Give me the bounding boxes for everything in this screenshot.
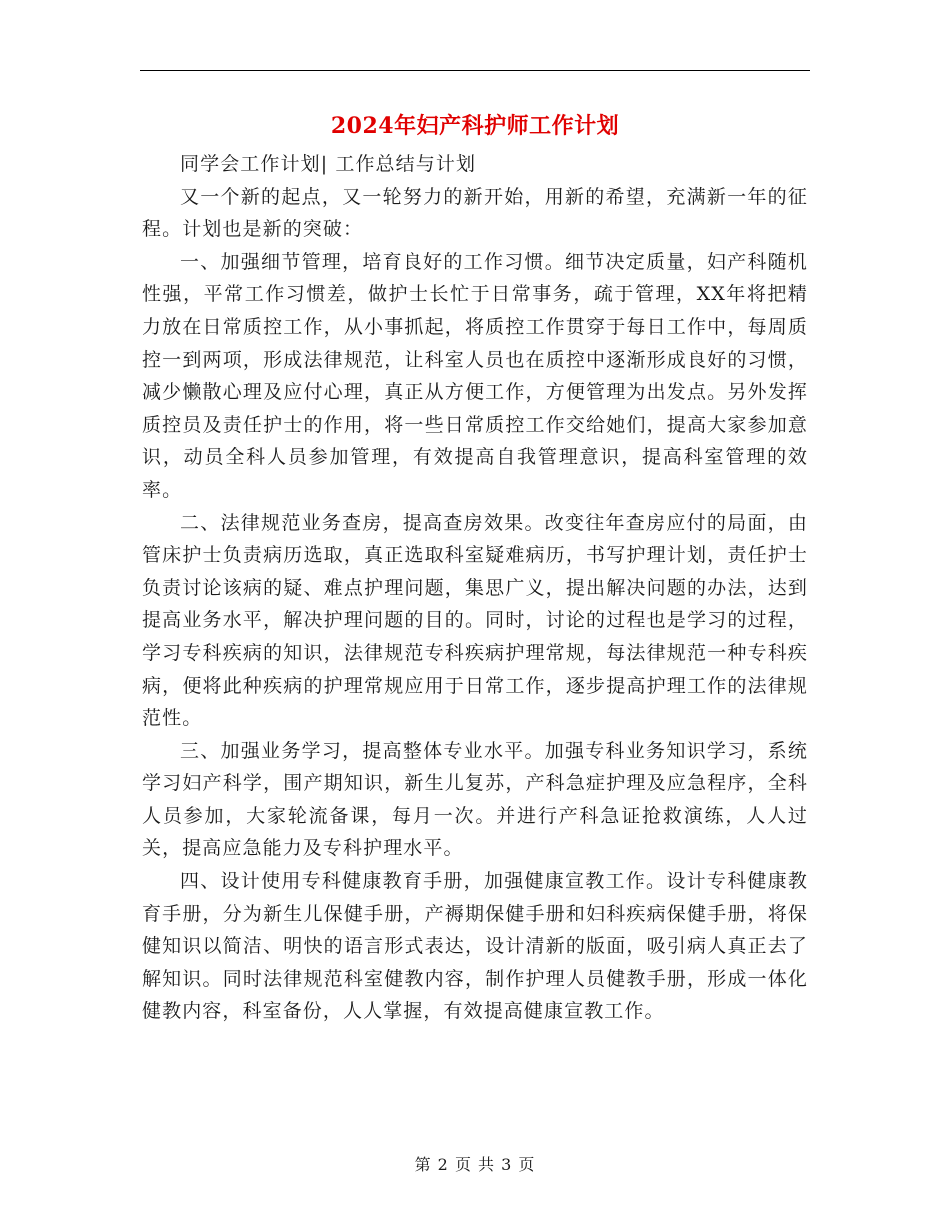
section-4-paragraph: 四、设计使用专科健康教育手册，加强健康宣教工作。设计专科健康教育手册，分为新生儿保健手册，产褥期保健手册和妇科疾病保健手册，将保健知识以简洁、明快的语言形式表达，设计清新的版面，吸引病人真正去了解知识。同时法律规范科室健教内容，制作护理人员健教手册，形成一体化健教内容，科室备份，人人掌握，有效提高健康宣教工作。: [142, 870, 808, 1023]
document-body: [142, 148, 808, 1028]
document-title: 2024年妇产科护师工作计划: [330, 113, 620, 139]
intro-paragraph: 又一个新的起点，又一轮努力的新开始，用新的希望，充满新一年的征程。计划也是新的突破：: [142, 185, 808, 241]
section-1-paragraph: 一、加强细节管理，培育良好的工作习惯。细节决定质量，妇产科随机性强，平常工作习惯差，做护士长忙于日常事务，疏于管理，XX年将把精力放在日常质控工作，从小事抓起，将质控工作贯穿于每日工作中，每周质控一到两项，形成法律规范，让科室人员也在质控中逐渐形成良好的习惯，减少懒散心理及应付心理，真正从方便工作，方便管理为出发点。另外发挥质控员及责任护士的作用，将一些日常质控工作交给她们，提高大家参加意识，动员全科人员参加管理，有效提高自我管理意识，提高科室管理的效率。: [142, 250, 808, 501]
header-rule: [140, 70, 810, 71]
section-2-paragraph: 二、法律规范业务查房，提高查房效果。改变往年查房应付的局面，由管床护士负责病历选取，真正选取科室疑难病历，书写护理计划，责任护士负责讨论该病的疑、难点护理问题，集思广义，提出解决问题的办法，达到提高业务水平，解决护理问题的目的。同时，讨论的过程也是学习的过程，学习专科疾病的知识，法律规范专科疾病护理常规，每法律规范一种专科疾病，便将此种疾病的护理常规应用于日常工作，逐步提高护理工作的法律规范性。: [142, 511, 808, 730]
page-number-footer: 第 2 页 共 3 页: [414, 1155, 536, 1174]
subtitle-line: 同学会工作计划| 工作总结与计划: [180, 153, 477, 175]
section-3-paragraph: 三、加强业务学习，提高整体专业水平。加强专科业务知识学习，系统学习妇产科学，围产期知识，新生儿复苏，产科急症护理及应急程序，全科人员参加，大家轮流备课，每月一次。并进行产科急证抢救演练，人人过关，提高应急能力及专科护理水平。: [142, 739, 808, 860]
